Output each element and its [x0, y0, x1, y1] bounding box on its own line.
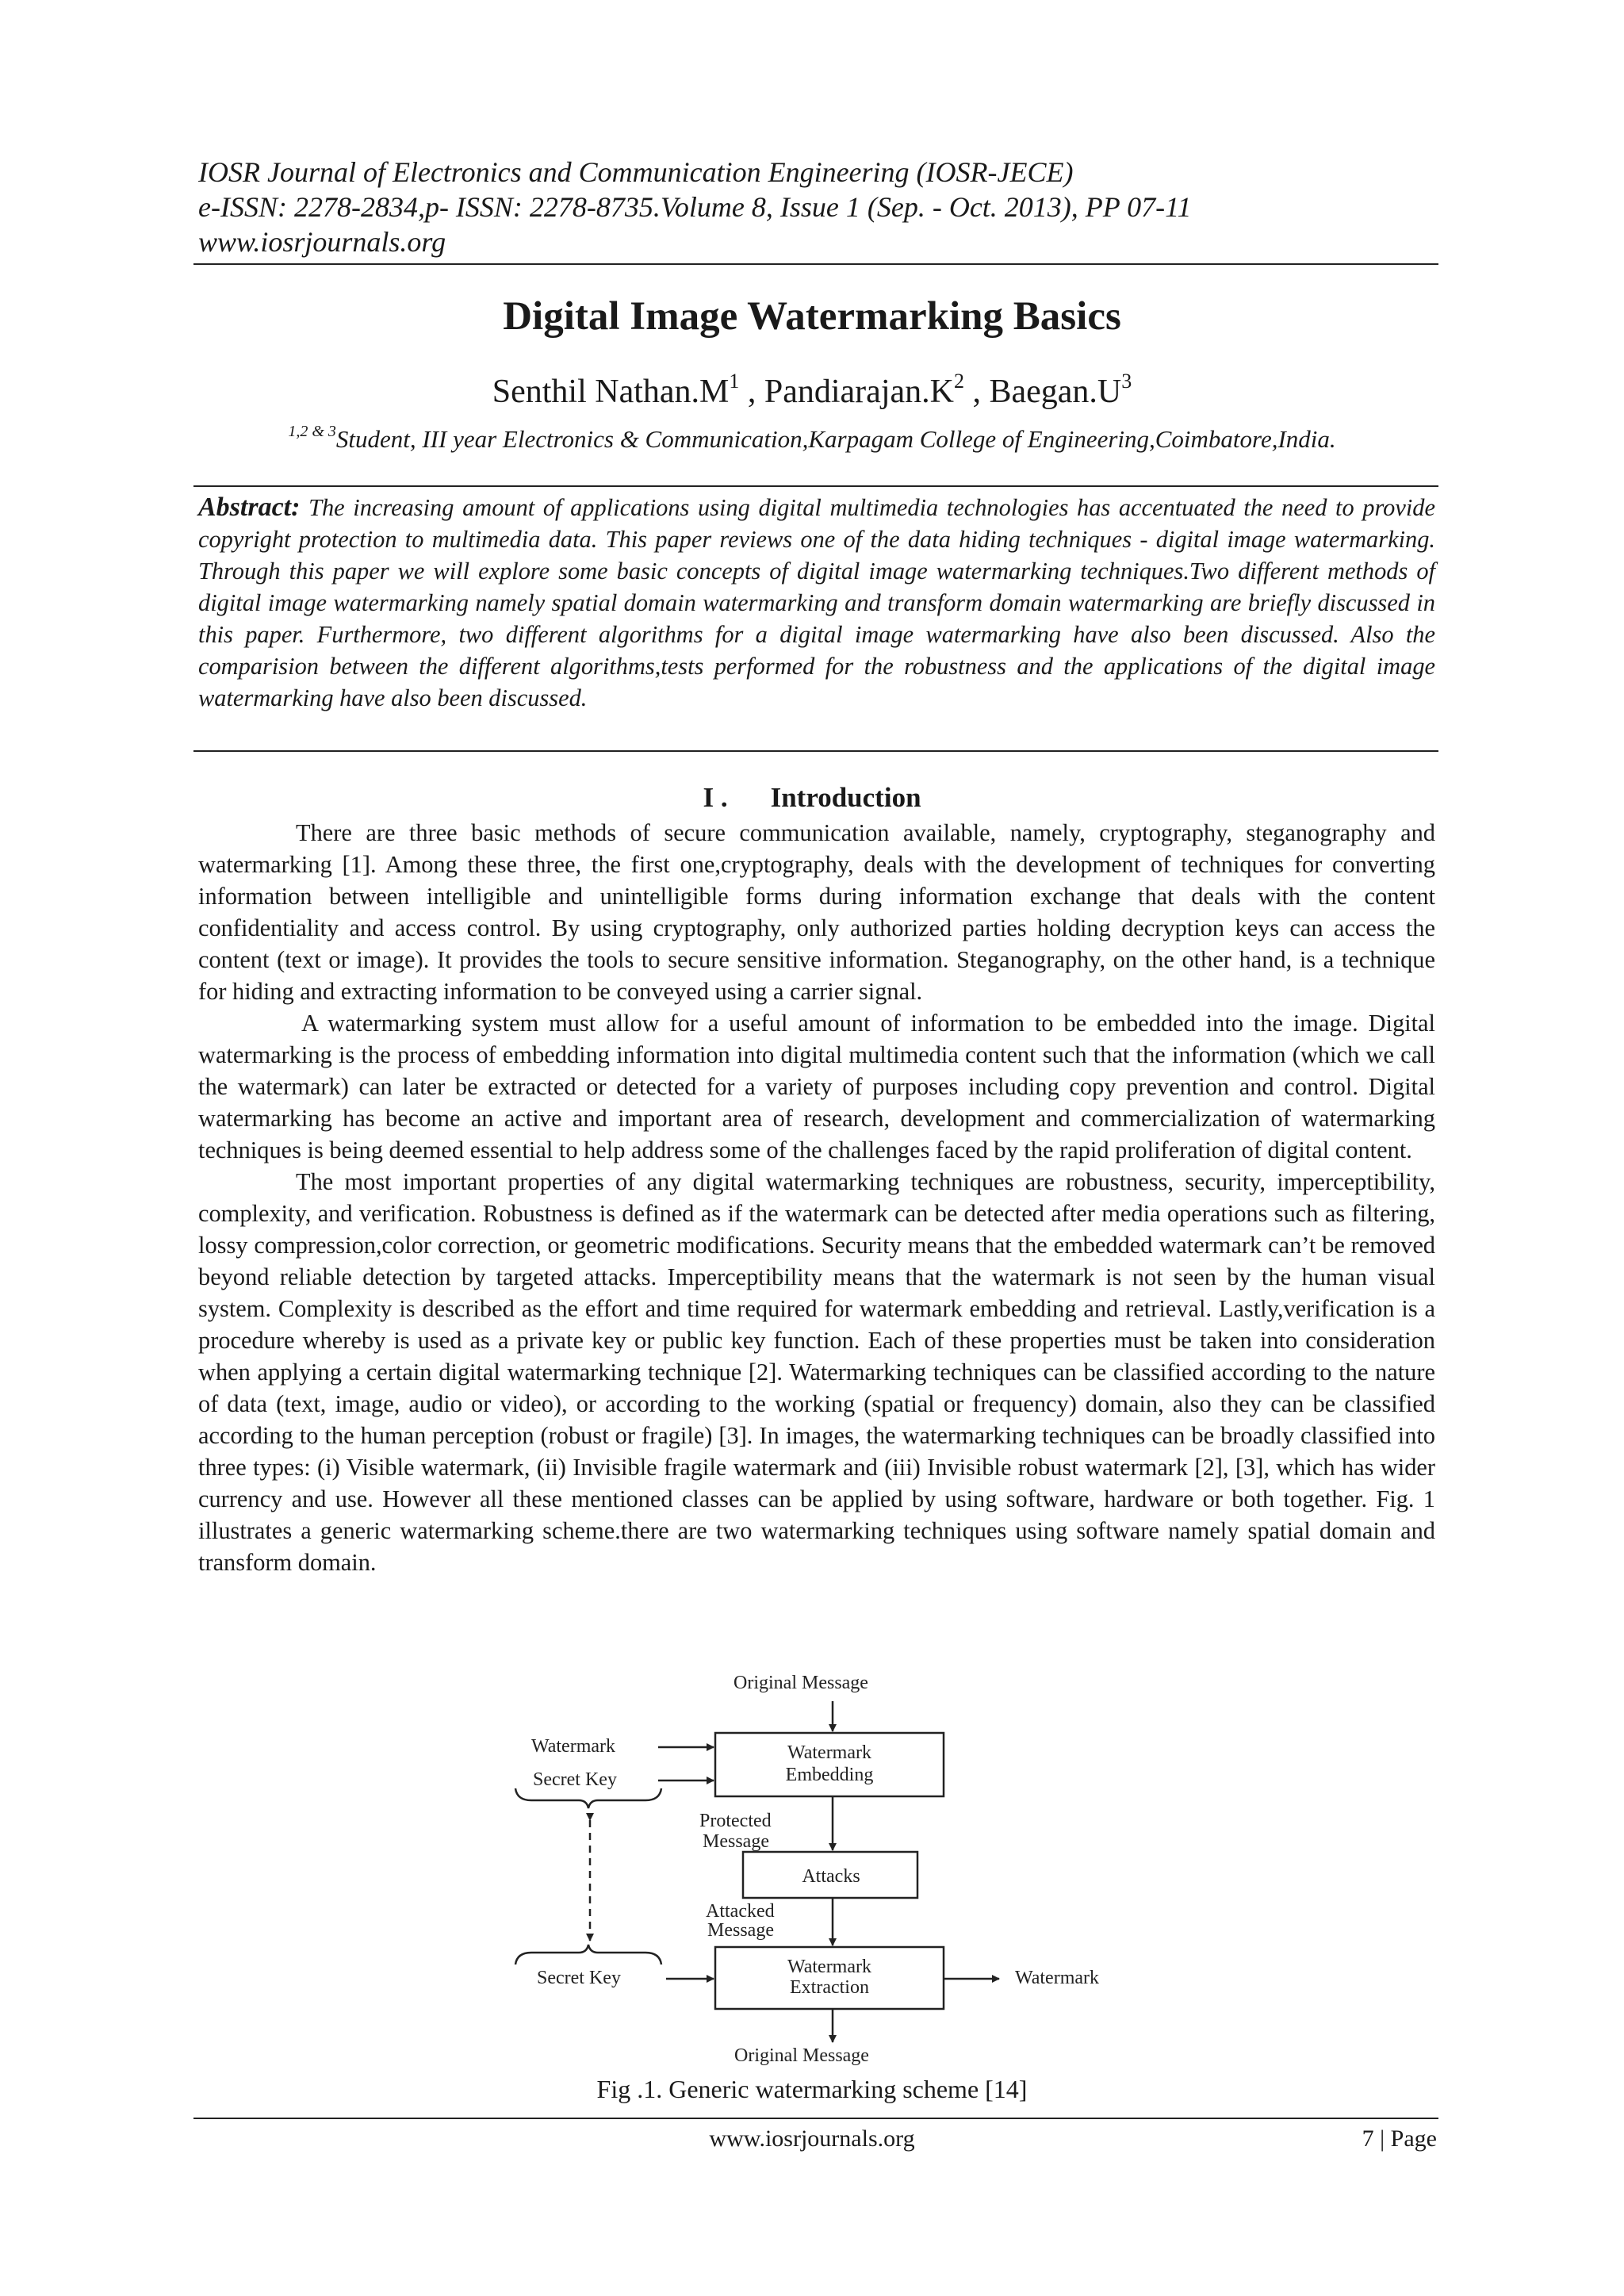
label-secret-key-bottom: Secret Key	[537, 1968, 621, 1988]
label-extract-line1: Watermark	[787, 1957, 872, 1977]
author-2-sup: 2	[953, 370, 964, 393]
affiliation	[0, 425, 1624, 454]
abstract-top-rule	[193, 485, 1438, 487]
abstract-label: Abstract:	[198, 493, 301, 522]
watermarking-scheme-figure	[508, 1669, 1182, 2066]
abstract	[198, 492, 1435, 714]
top-brace	[515, 1788, 661, 1808]
issn-line: e-ISSN: 2278-2834,p- ISSN: 2278-8735.Volume 8, Issue 1 (Sep. - Oct. 2013), PP 07-11	[198, 191, 1192, 223]
label-original-message-top: Original Message	[733, 1673, 868, 1693]
paragraph: A watermarking system must allow for a useful amount of information to be embedded into the image. Digital watermarking is the process of embedding information into digital multimedia content such that the information (which we call the watermark) can later be extracted or detected for a variety of purposes including copy prevention and control. Digital watermarking has become an active and important area of research, development and commercialization of watermarking techniques is being deemed essential to help address some of the challenges faced by the rapid proliferation of digital content.	[198, 1010, 1435, 1163]
label-extract-line2: Extraction	[790, 1977, 869, 1998]
section-number: I .	[703, 782, 728, 813]
abstract-bottom-rule	[193, 750, 1438, 752]
body-text	[198, 817, 1435, 1578]
author-3: , Baegan.U	[972, 374, 1122, 410]
label-watermark-out: Watermark	[1015, 1968, 1100, 1988]
footer-url: www.iosrjournals.org	[709, 2125, 915, 2152]
label-embed-line1: Watermark	[787, 1742, 872, 1763]
author-1-sup: 1	[729, 370, 740, 393]
author-3-sup: 3	[1121, 370, 1132, 393]
page-number: 7 | Page	[1362, 2125, 1437, 2152]
footer-rule	[193, 2118, 1438, 2119]
bottom-brace	[515, 1945, 661, 1964]
affiliation-text: Student, III year Electronics & Communication,Karpagam College of Engineering,Coimbatore,India.	[335, 425, 1336, 453]
paragraph: There are three basic methods of secure communication available, namely, cryptography, steganography and watermarking [1]. Among these three, the first one,cryptography, deals with the development of techniques for converting information between intelligible and unintelligible forms during information exchange that deals with the content confidentiality and access control. By using cryptography, only authorized parties holding decryption keys can access the content (text or image). It provides the tools to secure sensitive information. Steganography, on the other hand, is a technique for hiding and extracting information to be conveyed using a carrier signal.	[198, 819, 1435, 1005]
figure-diagram	[508, 1669, 1182, 2066]
abstract-text: The increasing amount of applications using digital multimedia technologies has accentuated the need to provide copyright protection to multimedia data. This paper reviews one of the data hiding techniques - digital image watermarking. Through this paper we will explore some basic concepts of digital image watermarking techniques.Two different methods of digital image watermarking namely spatial domain watermarking and transform domain watermarking are briefly discussed in this paper. Furthermore, two different algorithms for a digital image watermarking have also been discussed. Also the comparision between the different algorithms,tests performed for the robustness and the applications of the digital image watermarking have also been discussed.	[198, 494, 1435, 711]
label-watermark-in: Watermark	[531, 1736, 616, 1757]
running-header	[198, 155, 1435, 259]
paper-title: Digital Image Watermarking Basics	[503, 294, 1121, 339]
label-attacks: Attacks	[802, 1866, 860, 1887]
label-attacked-line1: Attacked	[706, 1901, 775, 1922]
label-secret-key-top: Secret Key	[533, 1769, 617, 1790]
label-protected-line1: Protected	[699, 1811, 772, 1831]
journal-name: IOSR Journal of Electronics and Communication Engineering (IOSR-JECE)	[198, 156, 1074, 188]
author-1: Senthil Nathan.M	[492, 374, 730, 410]
section-heading	[0, 782, 1624, 814]
figure-caption: Fig .1. Generic watermarking scheme [14]	[596, 2075, 1028, 2103]
label-protected-line2: Message	[703, 1831, 769, 1852]
label-attacked-line2: Message	[707, 1920, 774, 1941]
section-title: Introduction	[770, 782, 921, 813]
journal-website: www.iosrjournals.org	[198, 226, 446, 258]
paragraph: The most important properties of any digital watermarking techniques are robustness, security, imperceptibility, complexity, and verification. Robustness is defined as if the watermark can be detected after media operations such as filtering, lossy compression,color correction, or geometric modifications. Security means that the embedded watermark can’t be removed beyond reliable detection by targeted attacks. Imperceptibility means that the watermark is not seen by the human visual system. Complexity is described as the effort and time required for watermark embedding and retrieval. Lastly,verification is a procedure whereby is used as a private key or public key function. Each of these properties must be taken into consideration when applying a certain digital watermarking technique [2]. Watermarking techniques can be classified according to the nature of data (text, image, audio or video), or according to the working (spatial or frequency) domain, also they can be classified according to the human perception (robust or fragile) [3]. In images, the watermarking techniques can be broadly classified into three types: (i) Visible watermark, (ii) Invisible fragile watermark and (iii) Invisible robust watermark [2], [3], which has wider currency and use. However all these mentioned classes can be applied by using software, hardware or both together. Fig. 1 illustrates a generic watermarking scheme.there are two watermarking techniques using software namely spatial domain and transform domain.	[198, 1168, 1435, 1576]
label-original-message-bottom: Original Message	[734, 2045, 869, 2066]
affiliation-sup: 1,2 & 3	[288, 423, 336, 440]
header-rule	[193, 263, 1438, 265]
label-embed-line2: Embedding	[785, 1765, 874, 1785]
author-line	[0, 370, 1624, 411]
author-2: , Pandiarajan.K	[747, 374, 954, 410]
